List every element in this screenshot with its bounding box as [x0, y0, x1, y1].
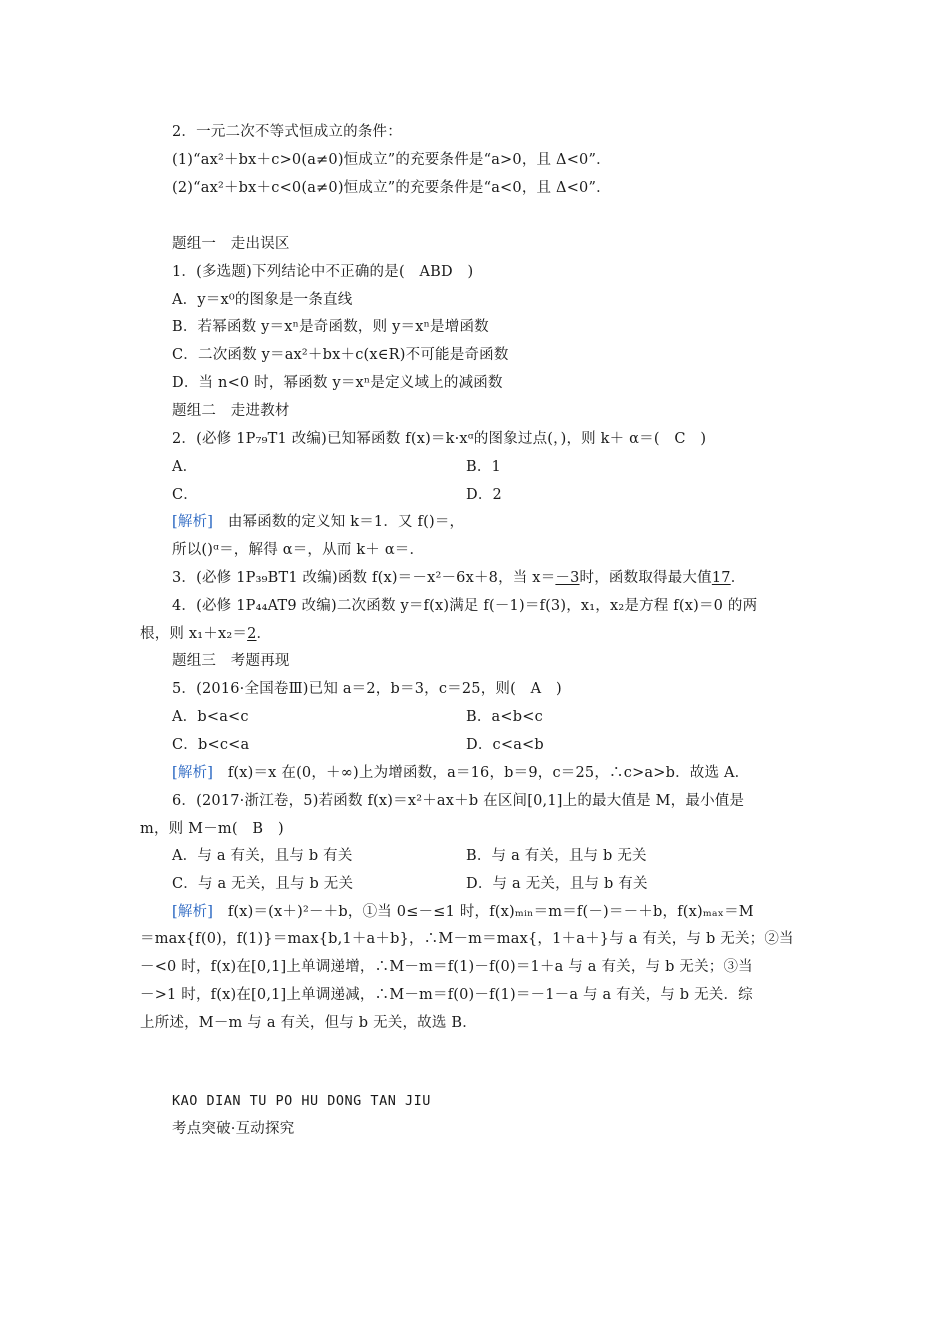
question-4-line-2 — [140, 624, 271, 644]
question-1: 1．(多选题)下列结论中不正确的是( ABD ) — [172, 264, 474, 280]
q4-answer: 2 — [247, 626, 257, 642]
q6-solution-line-4: －>1 时，f(x)在[0,1]上单调递减，∴M－m＝f(0)－f(1)＝－1－a 与 a 有关，与 b 无关．综 — [140, 987, 753, 1003]
jiexi-label: [解析] — [172, 765, 214, 781]
q3-text: 3．(必修 1P₃₉BT1 改编)函数 f(x)＝－x²－6x＋8，当 x＝ — [172, 570, 556, 586]
group3-title: 题组三 考题再现 — [172, 653, 290, 669]
q2-option-b: B．1 — [466, 459, 501, 475]
q6-option-a: A．与 a 有关，且与 b 有关 — [172, 848, 353, 864]
footer-pinyin: KAO DIAN TU PO HU DONG TAN JIU — [172, 1093, 431, 1109]
q6-solution-text: f(x)＝(x＋)²－＋b，①当 0≤－≤1 时，f(x)ₘᵢₙ＝m＝f(－)＝－＋b，f(x)ₘₐₓ＝M — [213, 904, 754, 920]
q6-solution-line-5: 上所述，M－m 与 a 有关，但与 b 无关，故选 B． — [140, 1015, 477, 1031]
q4-text: 根，则 x₁＋x₂＝ — [140, 626, 248, 642]
jiexi-label: [解析] — [172, 514, 214, 530]
question-4-line-1: 4．(必修 1P₄₄AT9 改编)二次函数 y＝f(x)满足 f(－1)＝f(3)，x₁，x₂是方程 f(x)＝0 的两 — [172, 598, 758, 614]
q1-option-b: B．若幂函数 y＝xⁿ是奇函数，则 y＝xⁿ是增函数 — [172, 319, 489, 335]
q1-option-a: A．y＝x⁰的图象是一条直线 — [172, 292, 353, 308]
q1-option-d: D．当 n<0 时，幂函数 y＝xⁿ是定义域上的减函数 — [172, 375, 503, 391]
question-6-line-2: m，则 M－m( B ) — [140, 821, 284, 837]
question-3 — [172, 568, 745, 588]
q6-solution-line-1 — [172, 902, 754, 922]
q5-solution-text: f(x)＝x 在(0，＋∞)上为增函数，a＝16，b＝9，c＝25，∴c>a>b．故选 A． — [213, 765, 750, 781]
q3-text-mid: 时，函数取得最大值 — [579, 570, 712, 586]
q5-option-c: C．b<c<a — [172, 737, 250, 753]
q2-option-c: C． — [172, 487, 198, 503]
footer-title: 考点突破·互动探究 — [172, 1121, 295, 1137]
q5-solution — [172, 763, 749, 783]
q3-answer-x: －3 — [555, 570, 580, 586]
q5-option-a: A．b<a<c — [172, 709, 249, 725]
q6-option-b: B．与 a 有关，且与 b 无关 — [466, 848, 647, 864]
question-6-line-1: 6．(2017·浙江卷，5)若函数 f(x)＝x²＋ax＋b 在区间[0,1]上的最大值是 M，最小值是 — [172, 793, 745, 809]
group1-title: 题组一 走出误区 — [172, 236, 290, 252]
q2-solution-line-1 — [172, 512, 464, 532]
q6-solution-line-3: －<0 时，f(x)在[0,1]上单调递增，∴M－m＝f(1)－f(0)＝1＋a 与 a 有关，与 b 无关；③当 — [140, 959, 753, 975]
q2-solution-text: 由幂函数的定义知 k＝1．又 f()＝， — [213, 514, 465, 530]
q6-option-d: D．与 a 无关，且与 b 有关 — [466, 876, 648, 892]
group2-title: 题组二 走进教材 — [172, 403, 290, 419]
q6-option-c: C．与 a 无关，且与 b 无关 — [172, 876, 354, 892]
jiexi-label: [解析] — [172, 904, 214, 920]
q4-text-end: ． — [256, 626, 272, 642]
q6-solution-line-2: ＝max{f(0)，f(1)}＝max{b,1＋a＋b}，∴M－m＝max{，1＋a＋}与 a 有关，与 b 无关；②当 — [140, 931, 794, 947]
q2-option-d: D．2 — [466, 487, 502, 503]
q2-option-a: A． — [172, 459, 198, 475]
q3-text-end: ． — [730, 570, 746, 586]
intro-condition-1: (1)“ax²＋bx＋c>0(a≠0)恒成立”的充要条件是“a>0，且 Δ<0”． — [172, 152, 611, 168]
q1-option-c: C．二次函数 y＝ax²＋bx＋c(x∈R)不可能是奇函数 — [172, 347, 509, 363]
intro-heading: 2．一元二次不等式恒成立的条件： — [172, 124, 402, 140]
q5-option-d: D．c<a<b — [466, 737, 544, 753]
q3-answer-max: 17 — [711, 570, 731, 586]
question-2: 2．(必修 1P₇₉T1 改编)已知幂函数 f(x)＝k·xᵅ的图象过点(，)，则 k＋ α＝( C ) — [172, 431, 707, 447]
intro-condition-2: (2)“ax²＋bx＋c<0(a≠0)恒成立”的充要条件是“a<0，且 Δ<0”． — [172, 180, 611, 196]
q5-option-b: B．a<b<c — [466, 709, 543, 725]
q2-solution-line-2: 所以()ᵅ＝，解得 α＝，从而 k＋ α＝． — [172, 542, 425, 558]
question-5: 5．(2016·全国卷Ⅲ)已知 a＝2，b＝3，c＝25，则( A ) — [172, 681, 562, 697]
